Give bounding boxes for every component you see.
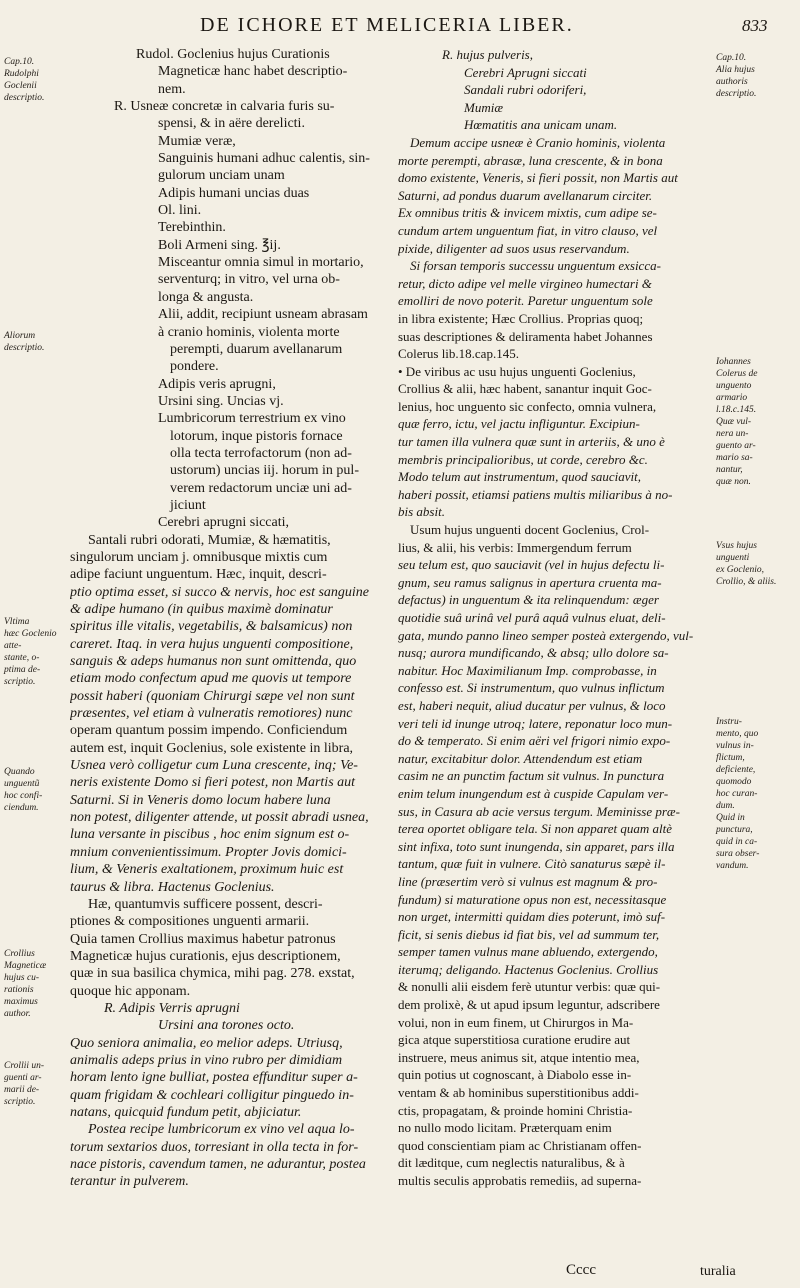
- text-line: sus, in Casura ab acie versus tergum. Meminisse præ-: [398, 803, 680, 819]
- text-line: Hœmatitis ana unicam unam.: [464, 117, 618, 133]
- text-line: & nonulli alii eisdem ferè utuntur verbis: quæ qui-: [398, 979, 661, 995]
- text-line: præsentes, vel etiam à vulneratis remotiores) nunc: [70, 706, 353, 722]
- text-line: pondere.: [170, 359, 219, 375]
- text-line: dem prolixè, & ut apud ipsum leguntur, adscribere: [398, 997, 660, 1013]
- text-line: etiam modo confectum apud me quovis ut tempore: [70, 671, 352, 687]
- page-number: 833: [742, 16, 768, 35]
- text-line: non potest, diligenter attende, ut possit abradi usnea,: [70, 810, 369, 826]
- text-line: ventam & ab hominibus superstitionibus addi-: [398, 1085, 639, 1101]
- text-line: R. Usneæ concretæ in calvaria furis su-: [114, 99, 335, 115]
- text-line: multis seculis approbatis remediis, ad superna-: [398, 1173, 642, 1188]
- text-line: ficit, si senis diebus id fiat bis, vel ad summum ter,: [398, 926, 660, 942]
- margin-note: Cap.10. Alia hujus authoris descriptio.: [716, 53, 757, 99]
- text-line: quam frigidam & cochleari colligitur pinguedo in-: [70, 1087, 354, 1103]
- text-line: Santali rubri odorati, Mumiæ, & hæmatitis,: [88, 532, 331, 548]
- text-line: Mumiæ veræ,: [158, 133, 236, 149]
- text-line: Modo telum aut instrumentum, quod sauciavit,: [398, 469, 642, 485]
- margin-note: Iohannes Colerus de unguento armario l.18.c.145. Quæ vul- nera un- guento ar- mario sa- nantur, quæ non.: [716, 357, 758, 487]
- text-line: fundum) si maturatione opus non est, necessitasque: [398, 891, 667, 907]
- text-line: Misceantur omnia simul in mortario,: [158, 255, 364, 271]
- text-line: pixide, diligenter ad suos usus reservandum.: [398, 240, 630, 256]
- margin-note: Crollius Magneticæ hujus cu- rationis maximus author.: [4, 949, 47, 1019]
- text-line: gnum, seu ramus salignus in apertura cruenta ma-: [398, 574, 662, 590]
- text-line: R. Adipis Verris aprugni: [104, 1000, 240, 1016]
- text-line: adipe faciunt unguentum. Hæc, inquit, descri-: [70, 567, 327, 583]
- text-line: Boli Armeni sing. ℥ij.: [158, 237, 281, 253]
- text-line: tantum, quæ fuit in vulnere. Citò sanaturus sæpè il-: [398, 856, 666, 872]
- text-line: careret. Itaq. in vera hujus unguenti compositione,: [70, 636, 354, 652]
- text-line: & adipe humano (in quibus maximè dominatur: [70, 602, 333, 617]
- text-line: haberi possit, etiamsi patiens multis miliaribus à no-: [398, 486, 673, 502]
- text-line: Postea recipe lumbricorum ex vino vel aqua lo-: [88, 1122, 355, 1138]
- text-line: no nullo modo licitam. Præterquam enim: [398, 1120, 612, 1136]
- text-line: Ursini ana torones octo.: [158, 1018, 295, 1034]
- text-line: Magneticæ hanc habet descriptio-: [158, 64, 348, 80]
- text-line: seu telum est, quo sauciavit (vel in hujus defectu li-: [398, 557, 665, 573]
- text-line: in libra existente; Hæc Crollius. Proprias quoq;: [398, 310, 644, 326]
- text-line: à cranio hominis, violenta morte: [158, 324, 340, 340]
- text-line: Hæ, quantumvis sufficere possent, descri-: [88, 896, 323, 912]
- text-line: Usum hujus unguenti docent Goclenius, Crol-: [410, 522, 650, 538]
- text-line: gulorum unciam unam: [158, 168, 285, 184]
- text-line: Saturni, ad pondus duarum avellanarum circiter.: [398, 187, 653, 203]
- text-line: Cerebri aprugni siccati,: [158, 515, 290, 531]
- margin-note: Vsus hujus unguenti ex Goclenio, Crollio, & aliis.: [716, 541, 777, 587]
- text-line: Magneticæ hujus curationis, ejus descriptionem,: [70, 948, 341, 964]
- text-line: verem redactorum unciæ uni ad-: [170, 480, 352, 496]
- text-line: quæ ferro, ictu, vel jactu infliguntur. Excipiun-: [398, 416, 640, 432]
- text-line: possit haberi (quoniam Chirurgi sæpe vel non sunt: [70, 688, 355, 704]
- text-line: sint infixa, toto sunt inungenda, sin apparet, pars illa: [398, 838, 675, 854]
- margin-note: Quando unguentũ hoc confi- ciendum.: [4, 767, 43, 813]
- text-line: lenius, hoc unguento sic confecto, omnia vulnera,: [398, 398, 657, 414]
- text-line: autem est, inquit Goclenius, sole existente in libra,: [70, 740, 354, 756]
- text-line: tur tamen illa vulnera quæ sunt in arteriis, & uno è: [398, 434, 665, 450]
- margin-note: Instru- mento, quo vulnus in- flictum, deficiente, quomodo hoc curan- dum. Quid in punctura, quid in ca- sura obser- vandum.: [716, 717, 760, 871]
- text-line: terantur in pulverem.: [70, 1174, 189, 1190]
- text-line: quoque hic apponam.: [70, 983, 191, 999]
- text-line: domo existente, Veneris, si fieri possit, non Martis aut: [398, 170, 678, 186]
- text-line: veri teli id inunge utroq; latere, reponatur loco mun-: [398, 715, 673, 731]
- text-line: Adipis humani uncias duas: [158, 185, 310, 201]
- text-line: sanguis & adeps humanus non sunt omittenda, quo: [70, 654, 357, 670]
- text-line: quod conscientiam piam ac Christianam offen-: [398, 1137, 642, 1153]
- text-line: lotorum, inque pistoris fornace: [170, 428, 343, 444]
- text-line: natans, quicquid fundum petit, abjiciatur.: [70, 1104, 302, 1120]
- text-line: Mumiæ: [464, 99, 503, 115]
- text-line: taurus & libra. Hactenus Goclenius.: [70, 879, 275, 895]
- catchword: turalia: [700, 1264, 736, 1279]
- text-line: Ursini sing. Uncias vj.: [158, 393, 284, 409]
- text-line: ptio optima esset, si succo & nervis, hoc est sanguine: [70, 584, 370, 600]
- text-line: iterumq; deligando. Hactenus Goclenius. Crollius: [398, 961, 659, 977]
- text-line: Si forsan temporis successu unguentum exsicca-: [410, 258, 661, 274]
- text-line: mnium convenientissimum. Propter Jovis domici-: [70, 844, 347, 860]
- text-line: casim ne an punctim factum sit vulnus. In punctura: [398, 768, 665, 784]
- text-line: quæ in sua basilica chymica, mihi pag. 278. exstat,: [70, 966, 355, 982]
- text-line: lius, & alii, his verbis: Immergendum ferrum: [398, 539, 632, 555]
- text-line: Rudol. Goclenius hujus Curationis: [136, 47, 330, 62]
- text-line: semper tamen vulnus mane abluendo, extergendo,: [398, 944, 658, 960]
- text-line: neris existente Domo si fieri potest, non Martis aut: [70, 775, 356, 791]
- text-line: spensi, & in aëre derelicti.: [158, 116, 305, 132]
- text-line: nem.: [158, 81, 186, 97]
- text-line: • De viribus ac usu hujus unguenti Goclenius,: [398, 363, 636, 379]
- text-line: jiciunt: [170, 497, 206, 513]
- text-line: Cerebri Aprugni siccati: [464, 64, 587, 80]
- text-line: non urget, intermitti quidam dies poterunt, imò suf-: [398, 909, 666, 925]
- text-line: animalis adeps prius in vino rubro per dimidiam: [70, 1052, 343, 1068]
- text-line: emolliri de novo poterit. Paretur unguentum sole: [398, 293, 653, 309]
- text-line: perempti, duarum avellanarum: [170, 341, 343, 357]
- text-line: gata, mundo panno lineo semper posteà extergendo, vul-: [398, 627, 694, 643]
- text-line: instruere, meus animus sit, atque intentio mea,: [398, 1049, 640, 1065]
- left-text-column: [70, 46, 404, 1191]
- text-line: olla tecta terrofactorum (non ad-: [170, 445, 352, 461]
- text-line: Saturni. Si in Veneris domo locum habere luna: [70, 792, 331, 808]
- text-line: Sanguinis humani adhuc calentis, sin-: [158, 151, 370, 167]
- text-line: ctis, propagatam, & proinde homini Christia-: [398, 1102, 633, 1118]
- text-line: R. hujus pulveris,: [442, 47, 533, 62]
- text-line: operam quantum possim impendo. Conficiendum: [70, 723, 348, 739]
- text-line: line (præsertim verò si vulnus est magnum & pro-: [398, 873, 658, 889]
- text-line: spiritus ille vitalis, vegetabilis, & balsamicus) non: [70, 619, 353, 635]
- text-line: Colerus lib.18.cap.145.: [398, 346, 519, 362]
- text-line: volui, non in eum finem, ut Chirurgos in Ma-: [398, 1014, 634, 1030]
- margin-note: Crollii un- guenti ar- marii de- scriptio.: [4, 1061, 45, 1107]
- text-line: Demum accipe usneæ è Cranio hominis, violenta: [410, 134, 666, 150]
- text-line: ustorum) uncias iij. horum in pul-: [170, 463, 359, 479]
- right-text-column: [398, 46, 714, 1190]
- text-line: est, haberi nequit, aliud ducatur per vulnus, & loco: [398, 697, 666, 713]
- margin-note: Cap.10. Rudolphi Goclenii descriptio.: [4, 57, 45, 103]
- text-line: longa & angusta.: [158, 289, 254, 305]
- text-line: ptiones & compositiones unguenti armarii.: [70, 914, 310, 930]
- signature-mark: Cccc: [566, 1262, 596, 1278]
- text-line: Terebinthin.: [158, 220, 226, 236]
- text-line: dit læditque, cum neglectis naturalibus, & à: [398, 1155, 625, 1171]
- text-line: quotidie suâ urinâ vel purâ aquâ vulnus eluat, deli-: [398, 610, 666, 625]
- text-line: confesso est. Si instrumentum, quo vulnus inflictum: [398, 680, 665, 696]
- text-line: Adipis veris aprugni,: [158, 376, 276, 392]
- text-line: Lumbricorum terrestrium ex vino: [158, 411, 346, 427]
- text-line: defactus) in unguentum & ita relinquendum: æger: [398, 592, 659, 608]
- text-line: Ol. lini.: [158, 203, 202, 219]
- text-line: serventurq; in vitro, vel urna ob-: [158, 272, 340, 288]
- text-line: terea oportet obligare tela. Si non apparet quam altè: [398, 821, 673, 837]
- text-line: luna versante in piscibus , hoc enim signum est o-: [70, 827, 350, 843]
- text-line: Quia tamen Crollius maximus habetur patronus: [70, 931, 336, 947]
- text-line: Quo seniora animalia, eo melior adeps. Utriusq,: [70, 1035, 343, 1051]
- text-line: horam lento igne bulliat, postea effunditur super a-: [70, 1070, 358, 1086]
- text-line: suas descriptiones & deliramenta habet Johannes: [398, 328, 653, 344]
- text-line: Alii, addit, recipiunt usneam abrasam: [158, 307, 368, 323]
- text-line: membris principalioribus, ut corde, cerebro &c.: [398, 451, 648, 467]
- text-line: bis absit.: [398, 504, 445, 520]
- text-line: nusq; aurora mundificando, & absq; ullo dolore sa-: [398, 645, 669, 661]
- margin-note: Vltima hæc Goclenio atte- stante, o- ptima de- scriptio.: [4, 617, 57, 687]
- text-line: nabitur. Hoc Maximilianum Imp. comprobasse, in: [398, 662, 657, 678]
- text-line: retur, dicto adipe vel melle virgineo humectari &: [398, 275, 652, 291]
- text-line: gica atque superstitiosa curatione erudire aut: [398, 1032, 631, 1048]
- margin-note: Aliorum descriptio.: [4, 331, 45, 353]
- text-line: morte perempti, abrasæ, luna crescente, & in bona: [398, 152, 663, 168]
- text-line: Sandali rubri odoriferi,: [464, 82, 587, 98]
- text-line: enim telum inungendum est à cuspide Capulam ver-: [398, 785, 669, 801]
- text-line: Crollius & alii, hæc habent, sanantur inquit Goc-: [398, 381, 652, 397]
- text-line: Usnea verò colligetur cum Luna crescente, inq; Ve-: [70, 758, 358, 774]
- text-line: lium, & Veneris exaltationem, proximum huic est: [70, 862, 344, 878]
- text-line: Ex omnibus tritis & invicem mixtis, cum adipe se-: [398, 205, 657, 221]
- text-line: quin potius ut cognoscant, à Diabolo esse in-: [398, 1067, 632, 1083]
- running-title: DE ICHORE ET MELICERIA LIBER.: [200, 14, 574, 36]
- text-line: torum sextarios duos, torresiant in olla tecta in for-: [70, 1139, 359, 1155]
- text-line: nace pistoris, cavendum tamen, ne adurantur, postea: [70, 1157, 366, 1172]
- text-line: do & temperato. Si enim aëri vel frigori nimio expo-: [398, 733, 671, 749]
- text-line: cundum artem unguentum fiat, in vitro clauso, vel: [398, 222, 658, 238]
- text-line: natur, excitabitur dolor. Attendendum est etiam: [398, 750, 643, 766]
- text-line: singulorum unciam j. omnibusque mixtis cum: [70, 549, 328, 565]
